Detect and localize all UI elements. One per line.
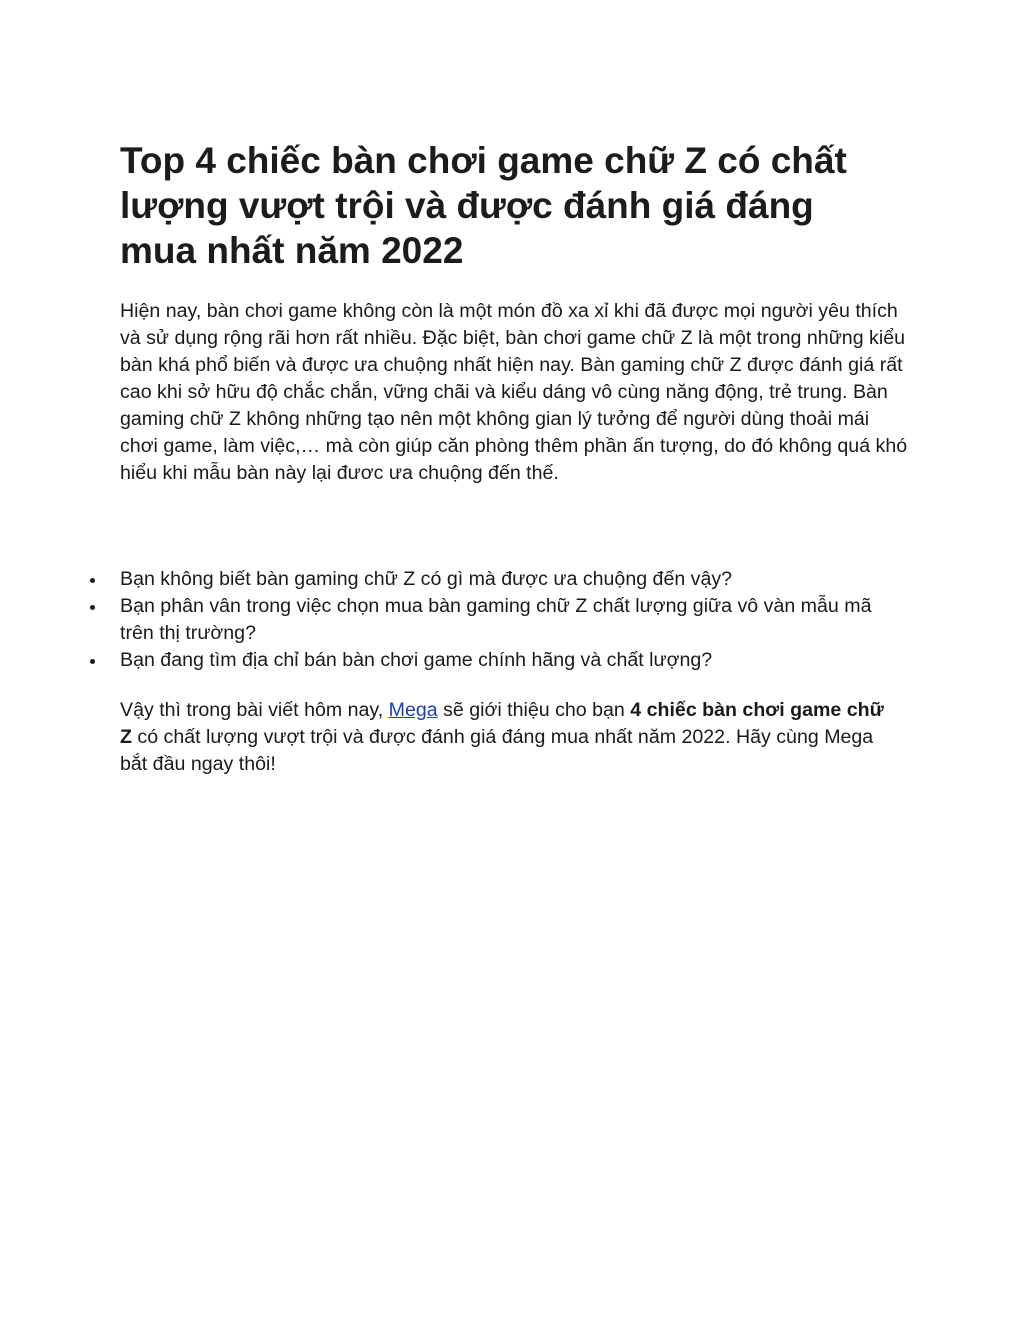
list-item bbox=[88, 593, 910, 647]
bullet-dot-icon bbox=[90, 605, 95, 610]
mega-link[interactable]: Mega bbox=[388, 699, 438, 721]
outro-text-middle: sẽ giới thiệu cho bạn bbox=[437, 699, 631, 721]
question-list bbox=[88, 566, 910, 674]
list-item-text: Bạn không biết bàn gaming chữ Z có gì mà được ưa chuộng đến vậy? bbox=[120, 568, 733, 590]
outro-bold-text: 4 chiếc bàn chơi game chữ Z bbox=[120, 699, 884, 748]
outro-text-end: có chất lượng vượt trội và được đánh giá đáng mua nhất năm 2022. Hãy cùng Mega bắt đầu ngay thôi! bbox=[120, 726, 874, 775]
article-title: Top 4 chiếc bàn chơi game chữ Z có chất lượng vượt trội và được đánh giá đáng mua nhất năm 2022 bbox=[120, 140, 847, 271]
list-item-text: Bạn đang tìm địa chỉ bán bàn chơi game chính hãng và chất lượng? bbox=[120, 649, 713, 671]
list-item bbox=[88, 647, 910, 674]
bullet-dot-icon bbox=[90, 578, 95, 583]
outro-paragraph bbox=[120, 697, 890, 778]
list-item-text: Bạn phân vân trong việc chọn mua bàn gaming chữ Z chất lượng giữa vô vàn mẫu mã trên thị trường? bbox=[120, 595, 872, 644]
list-item bbox=[88, 566, 910, 593]
outro-text-start: Vậy thì trong bài viết hôm nay, bbox=[120, 699, 389, 721]
bullet-dot-icon bbox=[90, 659, 95, 664]
intro-paragraph: Hiện nay, bàn chơi game không còn là một món đồ xa xỉ khi đã được mọi người yêu thích và sử dụng rộng rãi hơn rất nhiều. Đặc biệt, bàn chơi game chữ Z là một trong những kiểu bàn khá phổ biến và được ưa chuộng nhất hiện nay. Bàn gaming chữ Z được đánh giá rất cao khi sở hữu độ chắc chắn, vững chãi và kiểu dáng vô cùng năng động, trẻ trung. Bàn gaming chữ Z không những tạo nên một không gian lý tưởng để người dùng thoải mái chơi game, làm việc,… mà còn giúp căn phòng thêm phần ấn tượng, do đó không quá khó hiểu khi mẫu bàn này lại đươc ưa chuộng đến thế. bbox=[120, 300, 908, 484]
